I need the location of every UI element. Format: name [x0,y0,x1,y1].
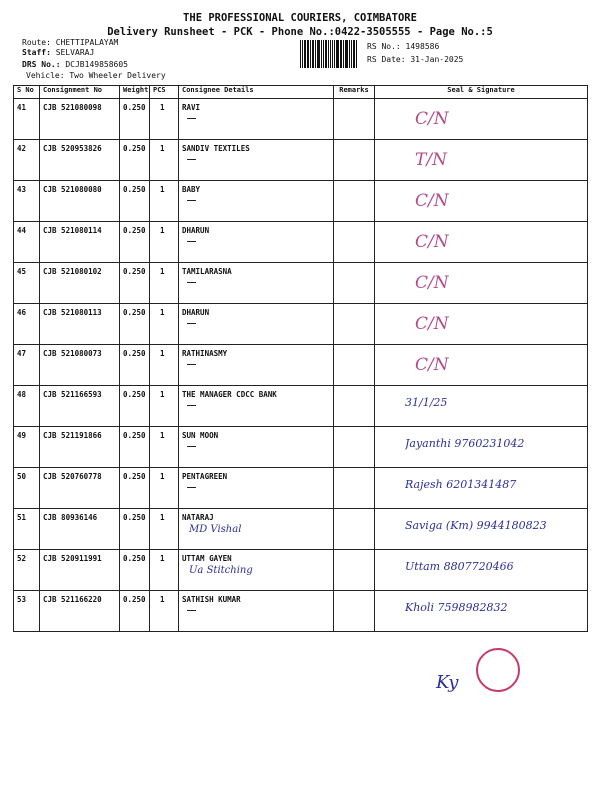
mark-dash [187,487,196,489]
table-row [14,468,588,509]
col-pcs: PCS [150,86,179,99]
seal-signature: C/N [415,109,449,129]
mark-dash [187,118,196,120]
cell-consignee [179,468,334,509]
mark-dash [187,610,196,612]
cell-consignment [40,427,120,468]
cell-seal [375,181,588,222]
cell-consignment [40,263,120,304]
weight-value: 0.250 [123,308,146,317]
sno-value: 48 [17,390,27,399]
cell-pcs [150,345,179,386]
cell-pcs [150,468,179,509]
consignment-value: CJB 520911991 [43,554,102,563]
consignment-value: CJB 521080098 [43,103,102,112]
cell-remarks [334,263,375,304]
rs-date-line [367,55,463,64]
sno-value: 47 [17,349,27,358]
cell-remarks [334,181,375,222]
sno-value: 45 [17,267,27,276]
cell-consignment [40,140,120,181]
consignee-value: BABY [182,185,201,194]
cell-sno [14,263,40,304]
cell-weight [120,386,150,427]
pcs-value: 1 [160,390,165,399]
cell-pcs [150,222,179,263]
cell-weight [120,509,150,550]
cell-sno [14,304,40,345]
mark-dash [187,405,196,407]
rs-no-line [367,42,439,51]
cell-consignee [179,591,334,632]
consignment-value: CJB 520760778 [43,472,102,481]
vehicle-label: Vehicle: [26,71,65,80]
cell-seal [375,468,588,509]
seal-signature: C/N [415,232,449,252]
pcs-value: 1 [160,513,165,522]
pcs-value: 1 [160,267,165,276]
runsheet-subtitle: Delivery Runsheet - PCK - Phone No.:0422-3505555 - Page No.:5 [107,26,493,38]
consignment-value: CJB 521080080 [43,185,102,194]
cell-weight [120,345,150,386]
sno-value: 53 [17,595,27,604]
consignment-value: CJB 521080102 [43,267,102,276]
mark-dash [187,241,196,243]
cell-consignee [179,509,334,550]
cell-sno [14,550,40,591]
cell-sno [14,468,40,509]
cell-sno [14,427,40,468]
mark-dash [187,446,196,448]
cell-sno [14,181,40,222]
cell-weight [120,304,150,345]
cell-consignment [40,468,120,509]
consignee-value: UTTAM GAYEN [182,554,232,563]
consignee-value: THE MANAGER CDCC BANK [182,390,277,399]
cell-remarks [334,509,375,550]
col-consignment: Consignment No [40,86,120,99]
cell-sno [14,509,40,550]
cell-weight [120,427,150,468]
cell-remarks [334,140,375,181]
consignee-note: MD Vishal [189,524,242,535]
seal-signature: Jayanthi 9760231042 [405,437,525,450]
seal-signature: C/N [415,355,449,375]
mark-dash [187,282,196,284]
pcs-value: 1 [160,431,165,440]
pcs-value: 1 [160,144,165,153]
consignee-value: DHARUN [182,308,210,317]
weight-value: 0.250 [123,472,146,481]
cell-consignment [40,99,120,140]
cell-consignment [40,345,120,386]
cell-seal [375,99,588,140]
consignee-value: DHARUN [182,226,210,235]
sno-value: 46 [17,308,27,317]
sno-value: 44 [17,226,27,235]
rs-no-label: RS No.: [367,42,401,51]
cell-seal [375,509,588,550]
cell-consignment [40,181,120,222]
seal-signature: Uttam 8807720466 [405,560,514,573]
table-row [14,386,588,427]
cell-consignee [179,263,334,304]
table-row [14,181,588,222]
staff-line [22,48,94,57]
sno-value: 43 [17,185,27,194]
cell-sno [14,222,40,263]
mark-dash [187,200,196,202]
sno-value: 50 [17,472,27,481]
table-row [14,550,588,591]
vehicle-line [26,71,166,80]
cell-pcs [150,386,179,427]
cell-seal [375,304,588,345]
cell-seal [375,222,588,263]
cell-consignment [40,222,120,263]
table-row [14,304,588,345]
cell-consignee [179,345,334,386]
cell-remarks [334,550,375,591]
pcs-value: 1 [160,472,165,481]
route-label: Route: [22,38,51,47]
cell-sno [14,140,40,181]
seal-signature: Kholi 7598982832 [405,601,508,614]
company-title: THE PROFESSIONAL COURIERS, COIMBATORE [183,12,417,24]
sno-value: 51 [17,513,27,522]
weight-value: 0.250 [123,513,146,522]
cell-pcs [150,263,179,304]
cell-weight [120,99,150,140]
seal-signature: Saviga (Km) 9944180823 [405,519,547,532]
cell-consignee [179,550,334,591]
consignment-value: CJB 520953826 [43,144,102,153]
cell-consignment [40,386,120,427]
seal-signature: T/N [415,150,447,170]
consignment-value: CJB 80936146 [43,513,98,522]
cell-remarks [334,468,375,509]
col-weight: Weight [120,86,150,99]
cell-consignee [179,427,334,468]
rs-date-value: 31-Jan-2025 [410,55,464,64]
mark-dash [187,364,196,366]
cell-seal [375,427,588,468]
consignee-value: SUN MOON [182,431,219,440]
table-row [14,591,588,632]
col-seal: Seal & Signature [375,86,588,99]
cell-pcs [150,181,179,222]
table-header-row [14,86,588,99]
runsheet-table [13,85,588,632]
cell-remarks [334,345,375,386]
cell-weight [120,550,150,591]
stamp-circle [476,648,520,692]
consignment-value: CJB 521080114 [43,226,102,235]
weight-value: 0.250 [123,226,146,235]
sno-value: 52 [17,554,27,563]
pcs-value: 1 [160,103,165,112]
route-value: CHETTIPALAYAM [55,38,119,47]
cell-consignee [179,181,334,222]
cell-consignment [40,304,120,345]
cell-seal [375,345,588,386]
pcs-value: 1 [160,185,165,194]
vehicle-value: Two Wheeler Delivery [69,71,166,80]
cell-seal [375,550,588,591]
sno-value: 49 [17,431,27,440]
pcs-value: 1 [160,554,165,563]
seal-signature: Rajesh 6201341487 [405,478,517,491]
cell-pcs [150,427,179,468]
staff-label: Staff: [22,48,51,57]
table-row [14,345,588,386]
cell-sno [14,99,40,140]
consignee-value: RATHINASMY [182,349,228,358]
seal-signature: 31/1/25 [405,396,448,409]
weight-value: 0.250 [123,595,146,604]
cell-weight [120,591,150,632]
cell-consignee [179,140,334,181]
consignee-value: NATARAJ [182,513,214,522]
mark-dash [187,323,196,325]
table-row [14,140,588,181]
seal-signature: C/N [415,273,449,293]
cell-consignee [179,304,334,345]
cell-remarks [334,304,375,345]
cell-remarks [334,386,375,427]
pcs-value: 1 [160,308,165,317]
cell-pcs [150,304,179,345]
rs-date-label: RS Date: [367,55,406,64]
col-sno: S No [14,86,40,99]
cell-consignee [179,386,334,427]
cell-consignee [179,222,334,263]
consignee-value: SANDIV TEXTILES [182,144,250,153]
cell-seal [375,591,588,632]
cell-sno [14,345,40,386]
consignment-value: CJB 521166220 [43,595,102,604]
weight-value: 0.250 [123,144,146,153]
consignee-value: TAMILARASNA [182,267,232,276]
weight-value: 0.250 [123,185,146,194]
weight-value: 0.250 [123,554,146,563]
consignee-value: SATHISH KUMAR [182,595,241,604]
cell-weight [120,140,150,181]
staff-value: SELVARAJ [55,48,95,57]
pcs-value: 1 [160,595,165,604]
cell-weight [120,468,150,509]
weight-value: 0.250 [123,431,146,440]
pcs-value: 1 [160,226,165,235]
cell-pcs [150,140,179,181]
table-row [14,509,588,550]
cell-seal [375,263,588,304]
consignee-value: RAVI [182,103,201,112]
table-row [14,222,588,263]
consignment-value: CJB 521080113 [43,308,102,317]
mark-dash [187,159,196,161]
sno-value: 41 [17,103,27,112]
cell-pcs [150,591,179,632]
route-line [22,38,118,47]
cell-remarks [334,222,375,263]
sno-value: 42 [17,144,27,153]
cell-pcs [150,550,179,591]
cell-remarks [334,591,375,632]
table-row [14,263,588,304]
cell-consignment [40,550,120,591]
drs-line [22,60,128,69]
cell-consignment [40,509,120,550]
seal-signature: C/N [415,314,449,334]
consignee-note: Ua Stitching [189,565,253,576]
footer-signature: Ky [436,672,459,693]
cell-remarks [334,427,375,468]
consignment-value: CJB 521080073 [43,349,102,358]
consignment-value: CJB 521166593 [43,390,102,399]
table-row [14,99,588,140]
cell-consignment [40,591,120,632]
cell-weight [120,181,150,222]
cell-seal [375,386,588,427]
cell-weight [120,222,150,263]
barcode [300,40,358,68]
col-consignee: Consignee Details [179,86,334,99]
drs-value: DCJB149858605 [65,60,128,69]
consignee-value: PENTAGREEN [182,472,228,481]
cell-weight [120,263,150,304]
cell-seal [375,140,588,181]
weight-value: 0.250 [123,103,146,112]
drs-label: DRS No.: [22,60,61,69]
cell-remarks [334,99,375,140]
cell-pcs [150,509,179,550]
cell-sno [14,591,40,632]
pcs-value: 1 [160,349,165,358]
weight-value: 0.250 [123,390,146,399]
col-remarks: Remarks [334,86,375,99]
rs-no-value: 1498586 [405,42,440,51]
seal-signature: C/N [415,191,449,211]
table-row [14,427,588,468]
cell-sno [14,386,40,427]
cell-consignee [179,99,334,140]
weight-value: 0.250 [123,267,146,276]
consignment-value: CJB 521191866 [43,431,102,440]
weight-value: 0.250 [123,349,146,358]
cell-pcs [150,99,179,140]
